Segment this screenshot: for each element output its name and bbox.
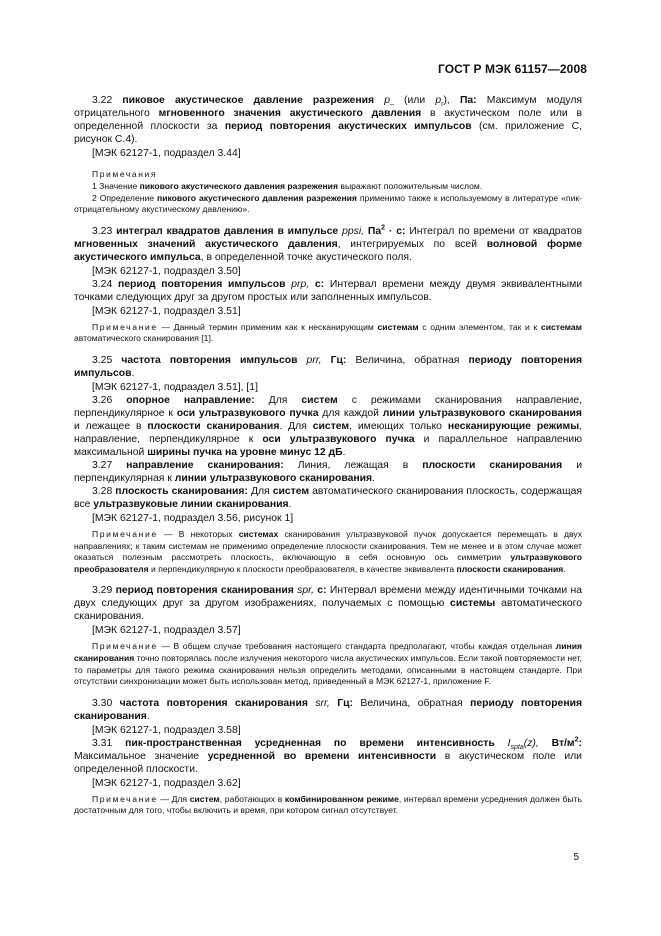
reference: [МЭК 62127-1, подраздел 3.57] [92, 625, 241, 637]
term-3-23: 3.23 интеграл квадратов давления в импульсе ppsi, $Па^2 \cdot с$: Интеграл по времени от квадратов мгновенных значений акустического давления, интегрируемых по всей волновой форме акустического импульса, в определенной точке акустического поля. [74, 224, 583, 263]
term-3-27: 3.27 направление сканирования: Линия, лежащая в плоскости сканирования и перпендикулярная к линии ультразвукового сканирования. [74, 459, 582, 484]
term-title: частота повторения импульсов [121, 354, 298, 366]
term-3-22: 3.22 пиковое акустическое давление разрежения $p_-$ (или $p_r$), Па: Максимум модуля отрицательного мгновенного значения акустического давления в акустическом поле или в определенной плоскости за период повторения акустических импульсов (см. приложение С, рисунок С.4). [74, 95, 583, 145]
term-title: период повторения сканирования [115, 585, 294, 597]
term-3-29: 3.29 период повторения сканирования spr, с: Интервал времени между идентичными точками на двух следующих друг за другом изображениях, получаемых с помощью системы автоматического сканирования. [74, 585, 582, 623]
note: Примечание — Для систем, работающих в комбинированном режиме, интервал времени усреднения должен быть достаточным для того, чтобы включить и время, при котором сигнал отсутствует. [74, 793, 582, 816]
term-3-25: 3.25 частота повторения импульсов prr, Гц: Величина, обратная периоду повторения импульсов. [74, 354, 583, 379]
term-title: опорное направление: [126, 394, 255, 406]
document-header: ГОСТ Р МЭК 61157—2008 [437, 62, 587, 76]
note: Примечание — В общем случае требования настоящего стандарта предполагают, чтобы каждая отдельная линия сканирования точно повторялась после излучения некоторого числа акустических импульсов. Если такой повторяемости нет, то параметры для такого режима сканирования нельзя определить методами, описанными в настоящем стандарте. При отсутствии синхронизации может быть использован метод, приведенный в МЭК 62127-1, приложение F. [74, 641, 582, 687]
term-title: направление сканирования: [126, 459, 284, 471]
reference: [МЭК 62127-1, подраздел 3.62] [92, 777, 241, 789]
note: Примечание — Данный термин применим как к несканирующим системам с одним элементом, так и к системам автоматического сканирования [1]. [74, 321, 583, 344]
term-3-28: 3.28 плоскость сканирования: Для систем автоматического сканирования плоскость, содержащая все ультразвуковые линии сканирования. [74, 485, 583, 510]
term-title: плоскость сканирования: [115, 485, 248, 497]
note-1: 1 Значение пикового акустического давления разрежения выражают положительным числом. [92, 181, 483, 191]
reference: [МЭК 62127-1, подраздел 3.51], [1] [92, 381, 258, 393]
reference: [МЭК 62127-1, подраздел 3.56, рисунок 1] [92, 512, 294, 524]
term-title: пик-пространственная усредненная по времени интенсивность [125, 737, 495, 749]
term-title: пиковое акустическое давление разрежения [122, 95, 375, 106]
term-3-24: 3.24 период повторения импульсов prp, с: Интервал времени между двумя эквивалентными точками следующих друг за другом простых или заполненных импульсов. [74, 278, 583, 303]
page-number: 5 [573, 852, 579, 863]
reference: [МЭК 62127-1, подраздел 3.58] [92, 724, 241, 736]
notes-heading: Примечания [92, 169, 158, 179]
term-3-26: 3.26 опорное направление: Для систем с режимами сканирования направление, перпендикулярное к оси ультразвукового пучка для каждой линии ультразвукового сканирования и лежащее в плоскости сканирования. Для систем, имеющих только несканирующие режимы, направление, перпендикулярное к оси ультразвукового пучка и параллельное направлению максимальной ширины пучка на уровне минус 12 дБ. [74, 394, 583, 458]
term-3-31: 3.31 пик-пространственная усредненная по времени интенсивность $I_{spta}(z)$, $Вт/м^2$: Максимальное значение усредненной во времени интенсивности в акустическом поле или определенной плоскости. [74, 736, 582, 775]
reference: [МЭК 62127-1, подраздел 3.50] [92, 265, 241, 277]
document-body [74, 94, 582, 817]
reference: [МЭК 62127-1, подраздел 3.51] [92, 305, 241, 317]
reference: [МЭК 62127-1, подраздел 3.44] [92, 148, 241, 159]
term-title: период повторения импульсов [117, 278, 286, 290]
term-title: интеграл квадратов давления в импульсе [116, 225, 339, 237]
term-3-30: 3.30 частота повторения сканирования srr, Гц: Величина, обратная периоду повторения сканирования. [74, 697, 583, 722]
note: Примечание — В некоторых системах сканирования ультразвуковой пучок допускается перемещать в двух направлениях; к таким системам не применимо определение плоскости сканирования. Тем не менее и в этом случае может оказаться полезным рассмотреть плоскость, включающую в себя основную ось симметрии ультразвукового преобразователя и перпендикулярную к плоскости преобразователя, в качестве эквивалента плоскости сканирования. [74, 528, 583, 574]
note-2: 2 Определение пикового акустического давления разрежения применимо также к используемому в литературе «пик-отрицательному акустическому давлению». [74, 192, 582, 215]
term-title: частота повторения сканирования [119, 697, 308, 709]
